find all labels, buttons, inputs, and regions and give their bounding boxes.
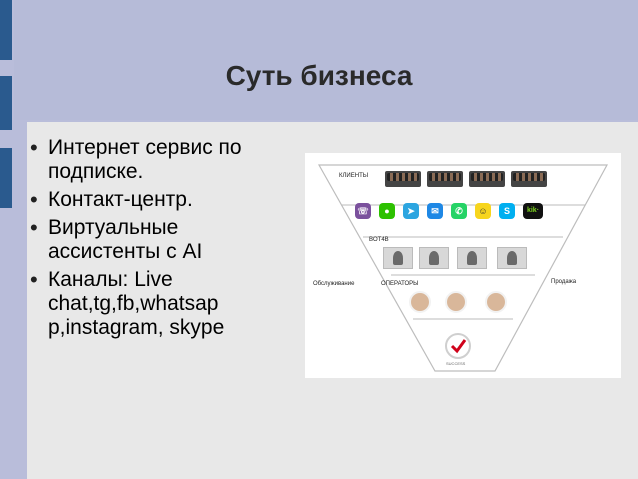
skype-icon: S bbox=[499, 203, 515, 219]
kik-icon: kik· bbox=[523, 203, 543, 219]
funnel-figure bbox=[305, 153, 621, 378]
bullet-list bbox=[22, 136, 287, 344]
bullet-item: • Виртуальные ассистенты с AI bbox=[22, 216, 287, 264]
bot-avatar bbox=[419, 247, 449, 269]
operator-avatar bbox=[485, 291, 507, 313]
success-badge bbox=[445, 333, 471, 359]
accent-bar bbox=[0, 0, 12, 60]
sales-label: Продажа bbox=[551, 279, 577, 285]
snapchat-icon: ☺ bbox=[475, 203, 491, 219]
bullet-item: • Каналы: Live chat,tg,fb,whatsap p,instagram, skype bbox=[22, 268, 287, 340]
clients-label: КЛИЕНТЫ bbox=[339, 173, 369, 179]
clients-group-image bbox=[511, 171, 547, 187]
success-label: SUCCESS bbox=[446, 361, 466, 366]
operators-label: ОПЕРАТОРЫ bbox=[381, 281, 419, 287]
service-label: Обслуживание bbox=[313, 281, 355, 287]
operator-avatar bbox=[409, 291, 431, 313]
bots-label: BOT4B bbox=[369, 237, 389, 243]
clients-group-image bbox=[469, 171, 505, 187]
bot-avatar bbox=[497, 247, 527, 269]
operator-avatar bbox=[445, 291, 467, 313]
bullet-item: • Контакт-центр. bbox=[22, 188, 287, 212]
accent-bar bbox=[0, 148, 12, 208]
clients-group-image bbox=[427, 171, 463, 187]
bullet-item: • Интернет сервис по подписке. bbox=[22, 136, 287, 184]
whatsapp-icon: ✆ bbox=[451, 203, 467, 219]
slide-title: Суть бизнеса bbox=[225, 60, 413, 91]
viber-icon: ☏ bbox=[355, 203, 371, 219]
wechat-icon: ● bbox=[379, 203, 395, 219]
messenger-icon: ✉ bbox=[427, 203, 443, 219]
bot-avatar bbox=[383, 247, 413, 269]
checkmark-icon bbox=[447, 335, 469, 357]
telegram-icon: ➤ bbox=[403, 203, 419, 219]
clients-group-image bbox=[385, 171, 421, 187]
bot-avatar bbox=[457, 247, 487, 269]
